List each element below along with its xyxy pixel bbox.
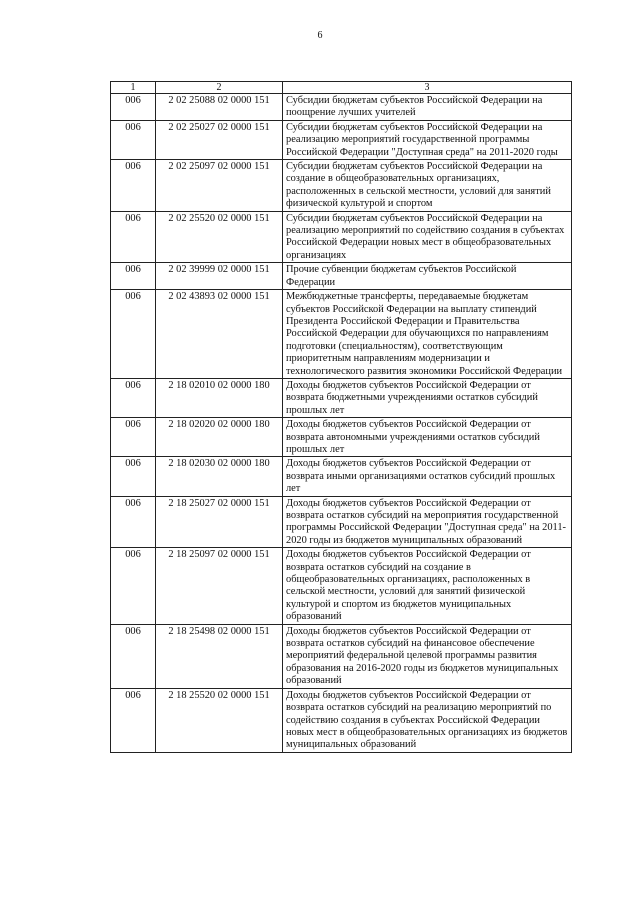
table-row <box>111 688 572 752</box>
admin-code: 006 <box>111 263 156 290</box>
income-description: Доходы бюджетов субъектов Российской Федерации от возврата автономными учреждениями остатков субсидий прошлых лет <box>283 418 572 457</box>
admin-code: 006 <box>111 378 156 417</box>
table-row <box>111 418 572 457</box>
admin-code: 006 <box>111 160 156 212</box>
column-header-2: 2 <box>156 82 283 94</box>
budget-code: 2 02 43893 02 0000 151 <box>156 290 283 379</box>
income-description: Доходы бюджетов субъектов Российской Федерации от возврата остатков субсидий на реализацию мероприятий по содействию создания в субъектах Российской Федерации новых мест в общеобразовательных организациях из бюджетов муниципальных образований <box>283 688 572 752</box>
admin-code: 006 <box>111 94 156 121</box>
admin-code: 006 <box>111 688 156 752</box>
income-description: Межбюджетные трансферты, передаваемые бюджетам субъектов Российской Федерации на выплату стипендий Президента Российской Федерации и Правительства Российской Федерации для обучающихся по направлениям подготовки (специальностям), соответствующим приоритетным направлениям модернизации и технологического развития экономики Российской Федерации <box>283 290 572 379</box>
admin-code: 006 <box>111 624 156 688</box>
admin-code: 006 <box>111 418 156 457</box>
budget-code: 2 18 02010 02 0000 180 <box>156 378 283 417</box>
budget-code: 2 02 25520 02 0000 151 <box>156 211 283 263</box>
table-row <box>111 290 572 379</box>
table-row <box>111 94 572 121</box>
income-description: Доходы бюджетов субъектов Российской Федерации от возврата остатков субсидий на создание в общеобразовательных организациях, расположенных в сельской местности, условий для занятий физической культурой и спортом из бюджетов муниципальных образований <box>283 548 572 624</box>
admin-code: 006 <box>111 496 156 548</box>
table-row <box>111 624 572 688</box>
budget-code: 2 18 02020 02 0000 180 <box>156 418 283 457</box>
income-description: Субсидии бюджетам субъектов Российской Федерации на реализацию мероприятий по содействию создания в субъектах Российской Федерации новых мест в общеобразовательных организациях <box>283 211 572 263</box>
table-row <box>111 457 572 496</box>
table-header-row <box>111 82 572 94</box>
income-description: Субсидии бюджетам субъектов Российской Федерации на реализацию мероприятий государственной программы Российской Федерации "Доступная среда" на 2011-2020 годы <box>283 120 572 159</box>
table-row <box>111 548 572 624</box>
table-row <box>111 263 572 290</box>
budget-code: 2 02 25097 02 0000 151 <box>156 160 283 212</box>
table-row <box>111 496 572 548</box>
budget-code: 2 18 25027 02 0000 151 <box>156 496 283 548</box>
income-description: Субсидии бюджетам субъектов Российской Федерации на поощрение лучших учителей <box>283 94 572 121</box>
column-header-1: 1 <box>111 82 156 94</box>
column-header-3: 3 <box>283 82 572 94</box>
admin-code: 006 <box>111 211 156 263</box>
income-description: Субсидии бюджетам субъектов Российской Федерации на создание в общеобразовательных организациях, расположенных в сельской местности, условий для занятий физической культурой и спортом <box>283 160 572 212</box>
admin-code: 006 <box>111 548 156 624</box>
table-row <box>111 378 572 417</box>
admin-code: 006 <box>111 457 156 496</box>
budget-code: 2 18 02030 02 0000 180 <box>156 457 283 496</box>
income-description: Доходы бюджетов субъектов Российской Федерации от возврата остатков субсидий на финансовое обеспечение мероприятий федеральной целевой программы развития образования на 2016-2020 годы из бюджетов муниципальных образований <box>283 624 572 688</box>
budget-code: 2 02 39999 02 0000 151 <box>156 263 283 290</box>
admin-code: 006 <box>111 120 156 159</box>
table-row <box>111 211 572 263</box>
budget-code: 2 02 25027 02 0000 151 <box>156 120 283 159</box>
budget-code: 2 18 25498 02 0000 151 <box>156 624 283 688</box>
page-number: 6 <box>317 30 323 41</box>
budget-code: 2 18 25520 02 0000 151 <box>156 688 283 752</box>
admin-code: 006 <box>111 290 156 379</box>
table-row <box>111 120 572 159</box>
income-description: Доходы бюджетов субъектов Российской Федерации от возврата иными организациями остатков субсидий прошлых лет <box>283 457 572 496</box>
budget-classification-table <box>110 81 572 753</box>
budget-code: 2 18 25097 02 0000 151 <box>156 548 283 624</box>
table-row <box>111 160 572 212</box>
budget-code: 2 02 25088 02 0000 151 <box>156 94 283 121</box>
income-description: Прочие субвенции бюджетам субъектов Российской Федерации <box>283 263 572 290</box>
income-description: Доходы бюджетов субъектов Российской Федерации от возврата остатков субсидий на мероприятия государственной программы Российской Федерации "Доступная среда" на 2011-2020 годы из бюджетов муниципальных образований <box>283 496 572 548</box>
income-description: Доходы бюджетов субъектов Российской Федерации от возврата бюджетными учреждениями остатков субсидий прошлых лет <box>283 378 572 417</box>
